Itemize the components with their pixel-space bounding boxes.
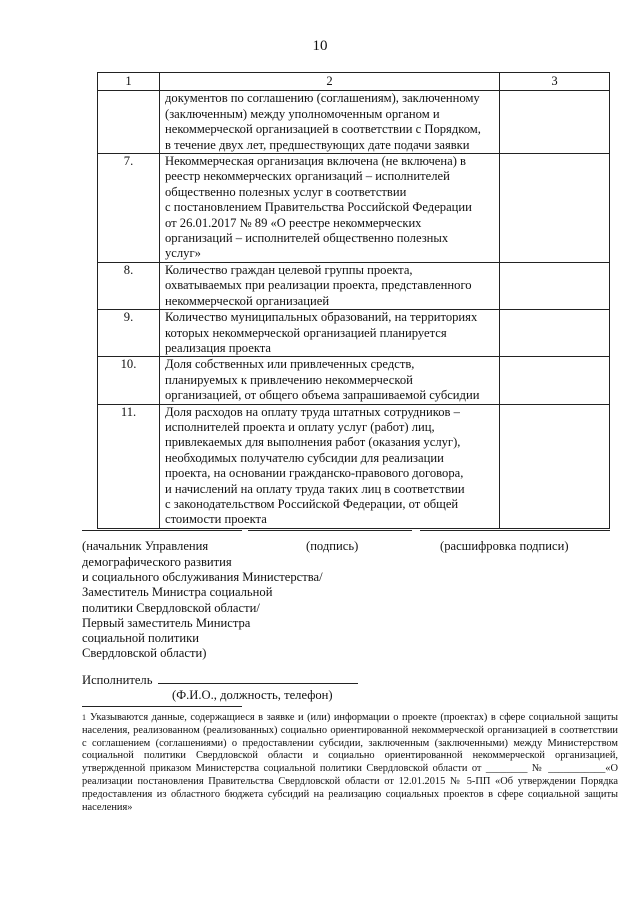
criterion-line: организацией, от общего объема запрашиваемой субсидии — [165, 388, 480, 403]
position-line: Свердловской области) — [82, 646, 207, 661]
table-header-row — [98, 73, 610, 91]
row-criterion — [160, 262, 500, 309]
table-row — [98, 404, 610, 528]
row-number: 11. — [98, 404, 160, 528]
executor-label: Исполнитель — [82, 673, 153, 687]
row-criterion — [160, 154, 500, 263]
signature-caption: (подпись) — [306, 539, 359, 553]
header-col-2: 2 — [160, 73, 500, 91]
position-line: демографического развития — [82, 555, 232, 569]
criterion-line: некоммерческой организацией в соответствии с Порядком, — [165, 122, 481, 137]
row-value-cell[interactable] — [500, 262, 610, 309]
page-number: 10 — [312, 38, 328, 54]
criterion-line: с законодательством Российской Федерации, от общей — [165, 496, 459, 511]
position-description — [82, 555, 362, 661]
header-col-3: 3 — [500, 73, 610, 91]
criterion-line: реализация проекта — [165, 340, 272, 355]
row-criterion — [160, 91, 500, 154]
row-value-cell[interactable] — [500, 91, 610, 154]
footnote-text: Указываются данные, содержащиеся в заявке и (или) информации о проекте (проектах) в сфере социальной защиты населения, реализованном (реализованных) социально ориентированной некоммерческой организацией в соответствии с соглашением (соглашениями) о предоставлении субсидии, заключенным (заключенными) между Министерством социальной политики Свердловской области и социально ориентированной некоммерческой организацией, утвержденной приказом Министерства социальной политики Свердловской области от ________ № ___________«О реализации постановления Правительства Свердловской области от 12.01.2015 № 5-ПП «Об утверждении Порядка предоставления из областного бюджета субсидий на реализацию социальных проектов в сфере социальной защиты населения» — [82, 712, 618, 813]
criterion-line: планируемых к привлечению некоммерческой — [165, 372, 413, 387]
position-line: политики Свердловской области/ — [82, 600, 260, 615]
position-line: социальной политики — [82, 631, 200, 646]
criterion-line: некоммерческой организацией — [165, 293, 330, 308]
table-row — [98, 357, 610, 404]
row-number: 9. — [98, 310, 160, 357]
signature-line[interactable] — [248, 530, 412, 531]
row-number — [98, 91, 160, 154]
row-criterion — [160, 404, 500, 528]
criterion-line: Количество муниципальных образований, на территориях — [165, 310, 478, 325]
row-value-cell[interactable] — [500, 404, 610, 528]
criterion-line: общественно полезных услуг в соответствии — [165, 184, 407, 199]
decoding-signature-line[interactable] — [420, 530, 610, 531]
row-value-cell[interactable] — [500, 154, 610, 263]
position-line: Заместитель Министра социальной — [82, 585, 273, 600]
footnote — [82, 712, 618, 814]
criterion-line: которых некоммерческой организацией планируется — [165, 325, 447, 340]
criterion-line: в течение двух лет, предшествующих дате подачи заявки — [165, 137, 470, 152]
executor-row — [82, 670, 358, 688]
criterion-line: документов по соглашению (соглашениям), заключенному — [165, 91, 480, 106]
header-col-1: 1 — [98, 73, 160, 91]
table-row — [98, 310, 610, 357]
table-row — [98, 262, 610, 309]
row-value-cell[interactable] — [500, 310, 610, 357]
criterion-line: организаций – исполнителей общественно полезных — [165, 231, 449, 246]
table-row — [98, 154, 610, 263]
position-line: и социального обслуживания Министерства/ — [82, 570, 323, 585]
criterion-line: (заключенным) между уполномоченным органом и — [165, 106, 440, 121]
row-number: 8. — [98, 262, 160, 309]
criterion-line: с постановлением Правительства Российской Федерации — [165, 200, 472, 215]
criterion-line: охватываемых при реализации проекта, представленного — [165, 278, 472, 293]
criterion-line: Доля расходов на оплату труда штатных сотрудников – — [165, 404, 460, 419]
executor-caption: (Ф.И.О., должность, телефон) — [172, 688, 333, 702]
executor-input-line[interactable] — [158, 670, 358, 684]
criterion-line: услуг» — [165, 246, 201, 261]
criterion-line: от 26.01.2017 № 89 «О реестре некоммерческих — [165, 215, 422, 230]
position-line: Первый заместитель Министра — [82, 615, 251, 630]
decoding-caption: (расшифровка подписи) — [440, 539, 569, 553]
row-value-cell[interactable] — [500, 357, 610, 404]
criteria-table — [97, 72, 610, 529]
criterion-line: необходимых получателю субсидии для реализации — [165, 450, 444, 465]
criterion-line: Некоммерческая организация включена (не включена) в — [165, 154, 467, 169]
row-number: 7. — [98, 154, 160, 263]
footnote-divider — [82, 706, 242, 707]
position-signature-line[interactable] — [82, 530, 242, 531]
criterion-line: Количество граждан целевой группы проекта, — [165, 262, 413, 277]
footnote-marker: 1 — [82, 713, 86, 722]
criterion-line: стоимости проекта — [165, 512, 267, 527]
criterion-line: реестр некоммерческих организаций – исполнителей — [165, 169, 450, 184]
criterion-line: Доля собственных или привлеченных средств, — [165, 357, 415, 372]
criterion-line: исполнителей проекта и оплату услуг (работ) лиц, — [165, 419, 435, 434]
table-row — [98, 91, 610, 154]
criterion-line: проекта, на основании гражданско-правового договора, — [165, 466, 464, 481]
criterion-line: привлекаемых для выполнения работ (оказания услуг), — [165, 435, 461, 450]
row-criterion — [160, 310, 500, 357]
row-criterion — [160, 357, 500, 404]
position-caption: (начальник Управления — [82, 539, 209, 553]
signature-lines — [82, 530, 612, 536]
criterion-line: и начислений на оплату труда таких лиц в соответствии — [165, 481, 465, 496]
row-number: 10. — [98, 357, 160, 404]
